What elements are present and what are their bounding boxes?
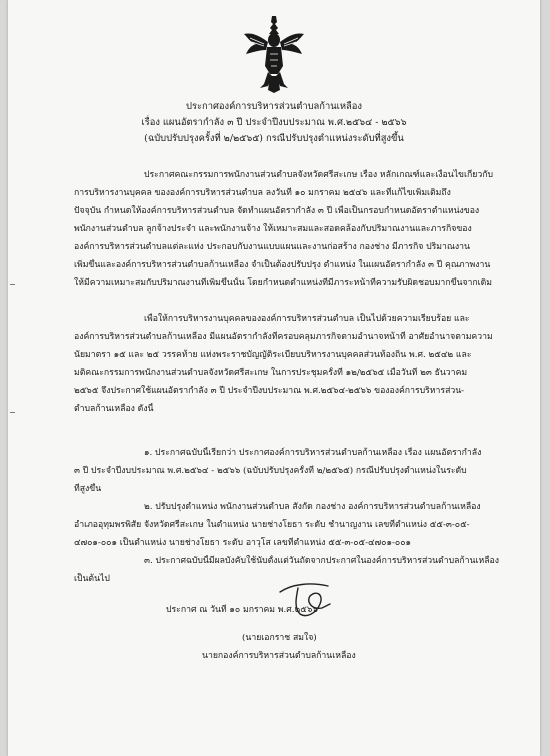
- clause-line: ๒. ปรับปรุงตำแหน่ง พนักงานส่วนตำบล สังกัด กองช่าง องค์การบริหารส่วนตำบลก้านเหลือง: [144, 502, 481, 512]
- punch-hole-mark: [10, 284, 15, 285]
- document-revision-note: (ฉบับปรับปรุงครั้งที่ ๒/๒๕๖๕) กรณีปรับปรุงตำแหน่งระดับที่สูงขึ้น: [144, 133, 404, 144]
- clause-line: อำเภออุทุมพรพิสัย จังหวัดศรีสะเกษ ในตำแหน่ง นายช่างโยธา ระดับ ชำนาญงาน เลขที่ตำแหน่ง ๕๕-๓-๐๕-: [74, 520, 470, 530]
- paragraph-line: เพิ่มขึ้นและองค์การบริหารส่วนตำบลก้านเหลือง จำเป็นต้องปรับปรุง ตำแหน่ง ในแผนอัตรากำลัง ๓ ปี คุณภาพงาน: [74, 260, 491, 270]
- paragraph-line: องค์การบริหารส่วนตำบลก้านเหลือง มีแผนอัตรากำลังที่ครอบคลุมภารกิจตามอำนาจหน้าที่ อาศัยอำนาจตามความ: [74, 332, 493, 342]
- clause-line: ๓ ปี ประจำปีงบประมาณ พ.ศ.๒๕๖๔ - ๒๕๖๖ (ฉบับปรับปรุงครั้งที่ ๒/๒๕๖๕) กรณีปรับปรุงตำแหน่งในระดับ: [74, 466, 467, 476]
- punch-hole-mark: [10, 412, 15, 413]
- signer-name: (นายเอกราช สมใจ): [242, 633, 317, 643]
- paragraph-line: ตำบลก้านเหลือง ดังนี้: [74, 404, 154, 414]
- paragraph-line: ปัจจุบัน กำหนดให้องค์การบริหารส่วนตำบล จัดทำแผนอัตรากำลัง ๓ ปี เพื่อเป็นกรอบกำหนดอัตราตำแหน่งของ: [74, 206, 480, 216]
- paragraph-line: เพื่อให้การบริหารงานบุคคลขององค์การบริหารส่วนตำบล เป็นไปด้วยความเรียบร้อย และ: [144, 314, 470, 324]
- paragraph-line: องค์การบริหารส่วนตำบลแต่ละแห่ง ประกอบกับงานแบบแผนและงานก่อสร้าง กองช่าง มีภารกิจ ปริมาณงาน: [74, 242, 470, 252]
- clause-line: ๔๗๐๑-๐๐๑ เป็นตำแหน่ง นายช่างโยธา ระดับ อาวุโส เลขที่ตำแหน่ง ๕๕-๓-๐๕-๔๗๐๑-๐๐๑: [74, 538, 412, 548]
- clause-line: เป็นต้นไป: [74, 574, 110, 584]
- document-subject: เรื่อง แผนอัตรากำลัง ๓ ปี ประจำปีงบประมาณ พ.ศ.๒๕๖๔ - ๒๕๖๖: [141, 117, 407, 128]
- paragraph-line: มติคณะกรรมการพนักงานส่วนตำบลจังหวัดศรีสะเกษ ในการประชุมครั้งที่ ๑๒/๒๕๖๕ เมื่อวันที่ ๒๓ ธันวาคม: [74, 368, 468, 378]
- paragraph-line: พนักงานส่วนตำบล ลูกจ้างประจำ และพนักงานจ้าง ให้เหมาะสมและสอดคล้องกับปริมาณงานและภารกิจของ: [74, 224, 472, 234]
- signature-scribble: [276, 578, 336, 620]
- paragraph-line: ประกาศคณะกรรมการพนักงานส่วนตำบลจังหวัดศรีสะเกษ เรื่อง หลักเกณฑ์และเงื่อนไขเกี่ยวกับ: [144, 170, 493, 180]
- garuda-emblem-icon: [242, 14, 306, 94]
- paragraph-line: ให้มีความเหมาะสมกับปริมาณงานที่เพิ่มขึ้นนั้น โดยกำหนดตำแหน่งที่มีภาระหน้าที่ความรับผิดชอบมากขึ้นจากเดิม: [74, 278, 493, 288]
- document-title: ประกาศองค์การบริหารส่วนตำบลก้านเหลือง: [186, 101, 362, 112]
- paragraph-line: นัยมาตรา ๑๕ และ ๒๕ วรรคท้าย แห่งพระราชบัญญัติระเบียบบริหารงานบุคคลส่วนท้องถิ่น พ.ศ. ๒๕๔๒ และ: [74, 350, 472, 360]
- paragraph-line: การบริหารงานบุคคล ขององค์การบริหารส่วนตำบล ลงวันที่ ๑๐ มกราคม ๒๕๔๖ และที่แก้ไขเพิ่มเติมถึง: [74, 188, 451, 198]
- clause-line: ๑. ประกาศฉบับนี้เรียกว่า ประกาศองค์การบริหารส่วนตำบลก้านเหลือง เรื่อง แผนอัตรากำลัง: [144, 448, 482, 458]
- signer-title: นายกองค์การบริหารส่วนตำบลก้านเหลือง: [202, 651, 356, 661]
- clause-line: ที่สูงขึ้น: [74, 484, 102, 494]
- document-page: [8, 0, 540, 756]
- announcement-date: ประกาศ ณ วันที่ ๑๐ มกราคม พ.ศ.๒๕๖๖: [166, 605, 318, 615]
- clause-line: ๓. ประกาศฉบับนี้มีผลบังคับใช้นับตั้งแต่วันถัดจากประกาศในองค์การบริหารส่วนตำบลก้านเหลือง: [144, 556, 499, 566]
- paragraph-line: ๒๕๖๕ จึงประกาศใช้แผนอัตรากำลัง ๓ ปี ประจำปีงบประมาณ พ.ศ.๒๕๖๔-๒๕๖๖ ขององค์การบริหารส่วน-: [74, 386, 465, 396]
